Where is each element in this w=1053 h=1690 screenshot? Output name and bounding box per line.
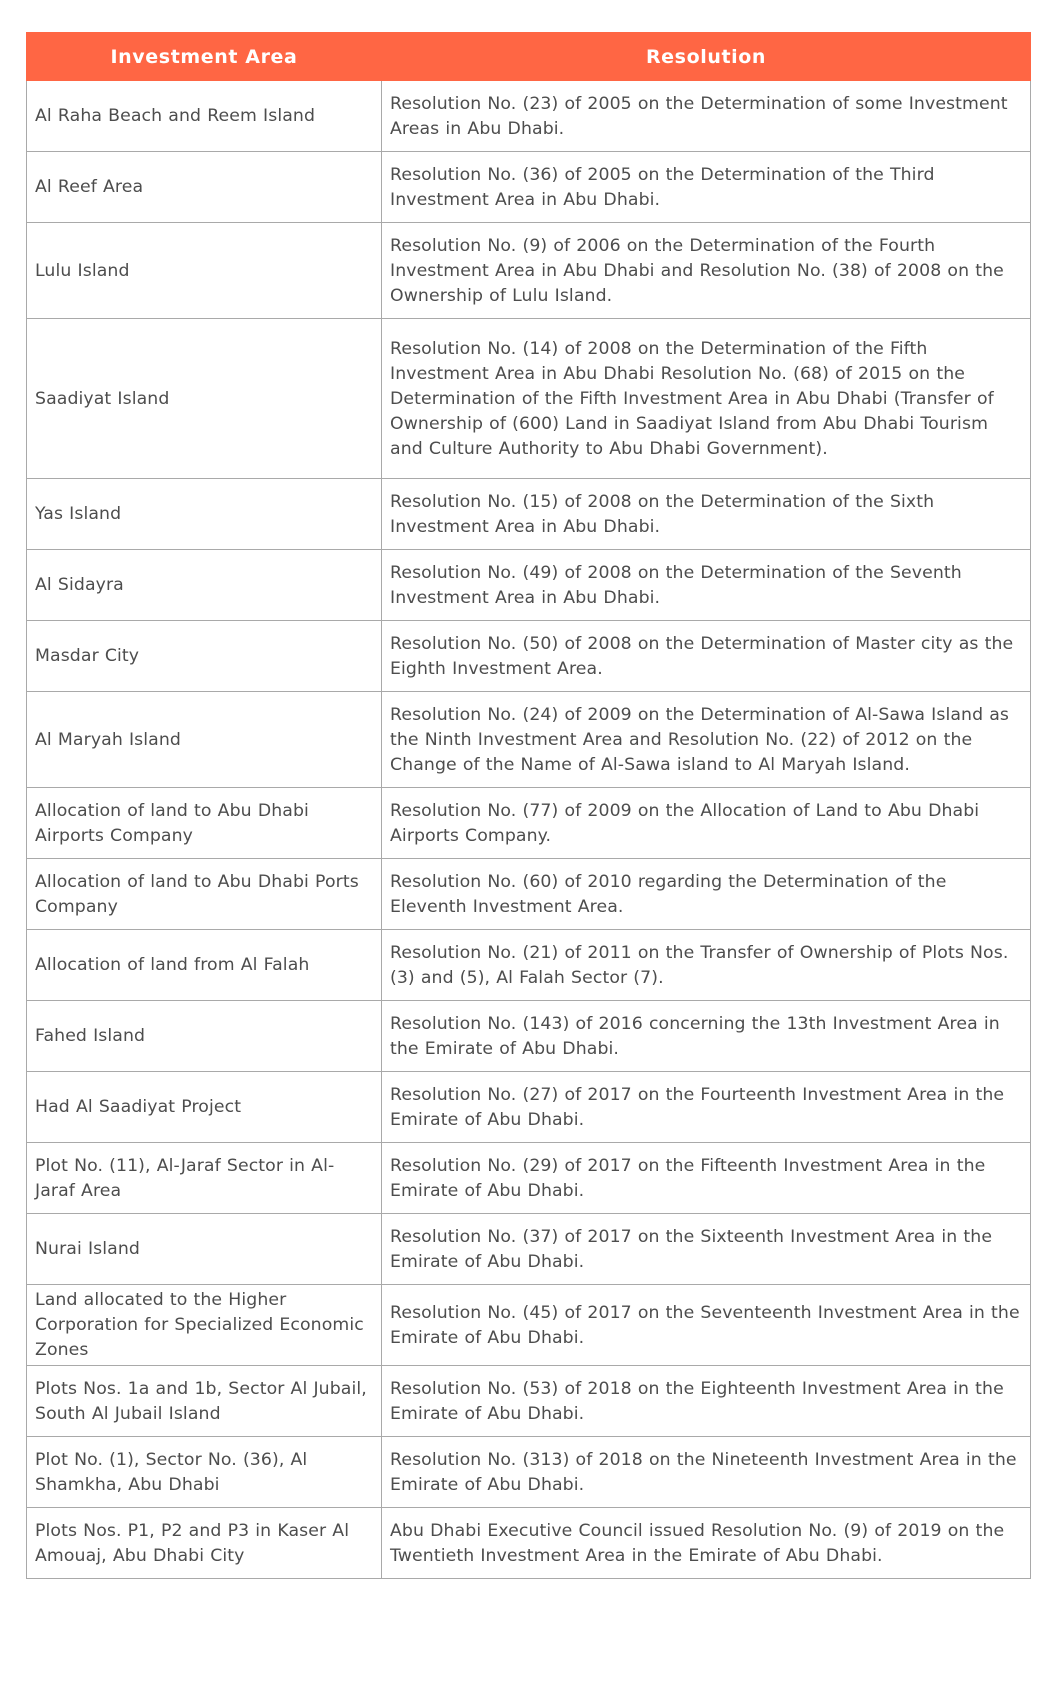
resolution-cell: Resolution No. (50) of 2008 on the Determination of Master city as the Eighth Investment Area. bbox=[382, 621, 1031, 692]
investment-area-cell: Nurai Island bbox=[27, 1214, 382, 1285]
resolution-cell: Resolution No. (15) of 2008 on the Determination of the Sixth Investment Area in Abu Dhabi. bbox=[382, 479, 1031, 550]
investment-area-cell: Had Al Saadiyat Project bbox=[27, 1072, 382, 1143]
table-row bbox=[27, 692, 1031, 788]
resolution-cell: Resolution No. (36) of 2005 on the Determination of the Third Investment Area in Abu Dhabi. bbox=[382, 152, 1031, 223]
resolution-cell: Resolution No. (45) of 2017 on the Seventeenth Investment Area in the Emirate of Abu Dhabi. bbox=[382, 1285, 1031, 1366]
investment-area-cell: Plots Nos. 1a and 1b, Sector Al Jubail, South Al Jubail Island bbox=[27, 1366, 382, 1437]
column-header-investment-area: Investment Area bbox=[27, 33, 382, 81]
investment-area-cell: Plots Nos. P1, P2 and P3 in Kaser Al Amouaj, Abu Dhabi City bbox=[27, 1508, 382, 1579]
investment-area-cell: Al Sidayra bbox=[27, 550, 382, 621]
table-row bbox=[27, 319, 1031, 479]
table-row bbox=[27, 1143, 1031, 1214]
column-header-resolution: Resolution bbox=[382, 33, 1031, 81]
resolution-cell: Resolution No. (24) of 2009 on the Determination of Al-Sawa Island as the Ninth Investment Area and Resolution No. (22) of 2012 on the Change of the Name of Al-Sawa island to Al Maryah Island. bbox=[382, 692, 1031, 788]
table-row bbox=[27, 859, 1031, 930]
table-row bbox=[27, 1366, 1031, 1437]
resolution-cell: Resolution No. (14) of 2008 on the Determination of the Fifth Investment Area in Abu Dhabi Resolution No. (68) of 2015 on the Determination of the Fifth Investment Area in Abu Dhabi (Transfer of Ownership of (600) Land in Saadiyat Island from Abu Dhabi Tourism and Culture Authority to Abu Dhabi Government). bbox=[382, 319, 1031, 479]
table-row bbox=[27, 1001, 1031, 1072]
resolution-cell: Resolution No. (143) of 2016 concerning the 13th Investment Area in the Emirate of Abu Dhabi. bbox=[382, 1001, 1031, 1072]
table-row bbox=[27, 621, 1031, 692]
table-row bbox=[27, 930, 1031, 1001]
table-row bbox=[27, 1072, 1031, 1143]
resolution-cell: Resolution No. (49) of 2008 on the Determination of the Seventh Investment Area in Abu Dhabi. bbox=[382, 550, 1031, 621]
table-row bbox=[27, 81, 1031, 152]
investment-area-cell: Plot No. (11), Al-Jaraf Sector in Al-Jaraf Area bbox=[27, 1143, 382, 1214]
investment-area-cell: Al Maryah Island bbox=[27, 692, 382, 788]
resolution-cell: Resolution No. (77) of 2009 on the Allocation of Land to Abu Dhabi Airports Company. bbox=[382, 788, 1031, 859]
investment-area-cell: Saadiyat Island bbox=[27, 319, 382, 479]
resolution-cell: Resolution No. (27) of 2017 on the Fourteenth Investment Area in the Emirate of Abu Dhabi. bbox=[382, 1072, 1031, 1143]
investment-area-cell: Land allocated to the Higher Corporation for Specialized Economic Zones bbox=[27, 1285, 382, 1366]
investment-areas-table bbox=[26, 32, 1031, 1579]
table-row bbox=[27, 1214, 1031, 1285]
investment-area-cell: Fahed Island bbox=[27, 1001, 382, 1072]
investment-area-cell: Lulu Island bbox=[27, 223, 382, 319]
resolution-cell: Resolution No. (29) of 2017 on the Fifteenth Investment Area in the Emirate of Abu Dhabi. bbox=[382, 1143, 1031, 1214]
table-body bbox=[27, 81, 1031, 1579]
resolution-cell: Resolution No. (9) of 2006 on the Determination of the Fourth Investment Area in Abu Dhabi and Resolution No. (38) of 2008 on the Ownership of Lulu Island. bbox=[382, 223, 1031, 319]
table-row bbox=[27, 1285, 1031, 1366]
table-row bbox=[27, 223, 1031, 319]
table-row bbox=[27, 152, 1031, 223]
header-row bbox=[27, 33, 1031, 81]
investment-area-cell: Plot No. (1), Sector No. (36), Al Shamkha, Abu Dhabi bbox=[27, 1437, 382, 1508]
table-row bbox=[27, 788, 1031, 859]
investment-area-cell: Yas Island bbox=[27, 479, 382, 550]
resolution-cell: Resolution No. (60) of 2010 regarding the Determination of the Eleventh Investment Area. bbox=[382, 859, 1031, 930]
resolution-cell: Abu Dhabi Executive Council issued Resolution No. (9) of 2019 on the Twentieth Investment Area in the Emirate of Abu Dhabi. bbox=[382, 1508, 1031, 1579]
resolution-cell: Resolution No. (21) of 2011 on the Transfer of Ownership of Plots Nos. (3) and (5), Al Falah Sector (7). bbox=[382, 930, 1031, 1001]
investment-area-cell: Al Reef Area bbox=[27, 152, 382, 223]
resolution-cell: Resolution No. (53) of 2018 on the Eighteenth Investment Area in the Emirate of Abu Dhabi. bbox=[382, 1366, 1031, 1437]
investment-area-cell: Allocation of land to Abu Dhabi Airports Company bbox=[27, 788, 382, 859]
resolution-cell: Resolution No. (37) of 2017 on the Sixteenth Investment Area in the Emirate of Abu Dhabi. bbox=[382, 1214, 1031, 1285]
table-header bbox=[27, 33, 1031, 81]
table-row bbox=[27, 1508, 1031, 1579]
investment-areas-table-container bbox=[26, 32, 1030, 1579]
investment-area-cell: Masdar City bbox=[27, 621, 382, 692]
investment-area-cell: Allocation of land from Al Falah bbox=[27, 930, 382, 1001]
table-row bbox=[27, 479, 1031, 550]
table-row bbox=[27, 550, 1031, 621]
resolution-cell: Resolution No. (313) of 2018 on the Nineteenth Investment Area in the Emirate of Abu Dhabi. bbox=[382, 1437, 1031, 1508]
table-row bbox=[27, 1437, 1031, 1508]
investment-area-cell: Al Raha Beach and Reem Island bbox=[27, 81, 382, 152]
investment-area-cell: Allocation of land to Abu Dhabi Ports Company bbox=[27, 859, 382, 930]
resolution-cell: Resolution No. (23) of 2005 on the Determination of some Investment Areas in Abu Dhabi. bbox=[382, 81, 1031, 152]
